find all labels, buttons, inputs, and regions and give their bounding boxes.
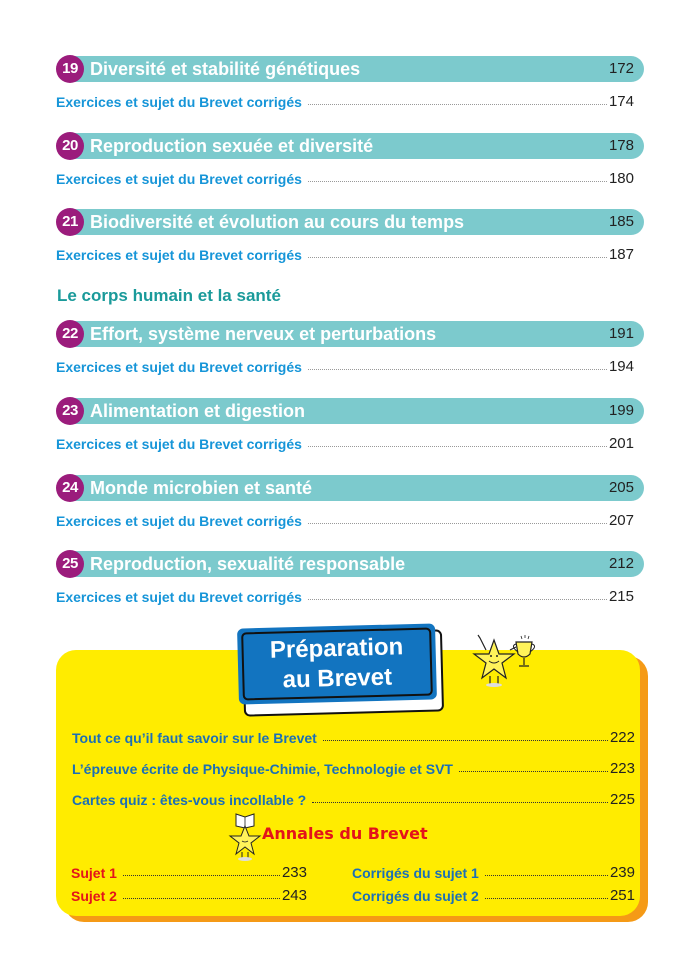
chapter-bar — [62, 133, 644, 159]
toc-exercises-entry[interactable] — [56, 507, 644, 529]
corriges-page: 239 — [609, 864, 635, 881]
chapter-title[interactable]: Biodiversité et évolution au cours du temps — [90, 212, 465, 232]
prep-entry-epreuve[interactable] — [72, 755, 635, 777]
toc-exercises-entry[interactable] — [56, 430, 644, 452]
toc-exercises-entry[interactable] — [56, 88, 644, 110]
corriges-label[interactable]: Corrigés du sujet 1 — [352, 865, 479, 881]
chapter-page: 191 — [608, 325, 634, 342]
chapter-title[interactable]: Alimentation et digestion — [90, 401, 306, 421]
toc-chapter-22[interactable] — [56, 321, 644, 375]
dot-leader — [308, 368, 607, 370]
prep-entry-page: 225 — [609, 791, 635, 808]
exercises-label[interactable]: Exercices et sujet du Brevet corrigés — [56, 247, 302, 263]
exercises-label[interactable]: Exercices et sujet du Brevet corrigés — [56, 436, 302, 452]
corriges-page: 251 — [609, 887, 635, 904]
chapter-page: 178 — [608, 137, 634, 154]
chapter-bar — [62, 398, 644, 424]
chapter-title[interactable]: Effort, système nerveux et perturbations — [90, 324, 437, 344]
chapter-bar — [62, 551, 644, 577]
toc-chapter-20[interactable] — [56, 133, 644, 187]
exercises-page: 215 — [608, 588, 634, 605]
chapter-number-badge: 24 — [56, 474, 84, 502]
exercises-label[interactable]: Exercices et sujet du Brevet corrigés — [56, 359, 302, 375]
toc-chapter-19[interactable] — [56, 56, 644, 110]
chapter-bar — [62, 321, 644, 347]
chapter-number-badge: 19 — [56, 55, 84, 83]
corriges-2-entry[interactable] — [352, 884, 635, 904]
chapter-title[interactable]: Monde microbien et santé — [90, 478, 313, 498]
exercises-page: 174 — [608, 93, 634, 110]
toc-chapter-23[interactable] — [56, 398, 644, 452]
dot-leader — [308, 256, 607, 258]
dot-leader — [308, 180, 607, 182]
chapter-bar — [62, 56, 644, 82]
exercises-label[interactable]: Exercices et sujet du Brevet corrigés — [56, 94, 302, 110]
dot-leader — [308, 103, 607, 105]
star-trophy-icon — [472, 632, 562, 688]
toc-exercises-entry[interactable] — [56, 353, 644, 375]
star-book-icon — [228, 812, 262, 862]
sujet-label[interactable]: Sujet 1 — [71, 865, 117, 881]
sujet-label[interactable]: Sujet 2 — [71, 888, 117, 904]
chapter-page: 185 — [608, 213, 634, 230]
corriges-1-entry[interactable] — [352, 861, 635, 881]
prep-entry-page: 223 — [609, 760, 635, 777]
dot-leader — [312, 801, 608, 803]
chapter-bar — [62, 209, 644, 235]
prep-entry-label[interactable]: L’épreuve écrite de Physique-Chimie, Technologie et SVT — [72, 761, 453, 777]
prep-title-border — [241, 628, 433, 701]
dot-leader — [308, 522, 607, 524]
toc-exercises-entry[interactable] — [56, 165, 644, 187]
chapter-number-badge: 21 — [56, 208, 84, 236]
section-heading: Le corps humain et la santé — [57, 286, 281, 305]
sujet-2-entry[interactable] — [71, 884, 307, 904]
dot-leader — [459, 770, 608, 772]
dot-leader — [485, 897, 608, 899]
prep-entry-label[interactable]: Cartes quiz : êtes-vous incollable ? — [72, 792, 307, 808]
prep-title-banner — [237, 623, 437, 704]
dot-leader — [308, 598, 607, 600]
exercises-page: 194 — [608, 358, 634, 375]
chapter-number-badge: 22 — [56, 320, 84, 348]
chapter-bar — [62, 475, 644, 501]
exercises-label[interactable]: Exercices et sujet du Brevet corrigés — [56, 513, 302, 529]
chapter-page: 199 — [608, 402, 634, 419]
corriges-label[interactable]: Corrigés du sujet 2 — [352, 888, 479, 904]
sujet-1-entry[interactable] — [71, 861, 307, 881]
chapter-number-badge: 23 — [56, 397, 84, 425]
prep-entry-page: 222 — [609, 729, 635, 746]
chapter-title[interactable]: Reproduction sexuée et diversité — [90, 136, 374, 156]
annales-heading: Annales du Brevet — [262, 824, 428, 843]
chapter-number-badge: 25 — [56, 550, 84, 578]
toc-chapter-24[interactable] — [56, 475, 644, 529]
toc-chapter-21[interactable] — [56, 209, 644, 263]
exercises-page: 187 — [608, 246, 634, 263]
toc-chapter-25[interactable] — [56, 551, 644, 605]
chapter-page: 172 — [608, 60, 634, 77]
sujet-page: 233 — [281, 864, 307, 881]
prep-title-line2: au Brevet — [282, 663, 393, 694]
prep-title-line1: Préparation — [269, 633, 404, 664]
prep-entry-savoir[interactable] — [72, 724, 635, 746]
chapter-title[interactable]: Diversité et stabilité génétiques — [90, 59, 361, 79]
sujet-page: 243 — [281, 887, 307, 904]
exercises-page: 180 — [608, 170, 634, 187]
toc-exercises-entry[interactable] — [56, 583, 644, 605]
dot-leader — [123, 897, 280, 899]
toc-exercises-entry[interactable] — [56, 241, 644, 263]
exercises-page: 201 — [608, 435, 634, 452]
prep-entry-label[interactable]: Tout ce qu’il faut savoir sur le Brevet — [72, 730, 317, 746]
exercises-label[interactable]: Exercices et sujet du Brevet corrigés — [56, 589, 302, 605]
chapter-page: 212 — [608, 555, 634, 572]
dot-leader — [323, 739, 608, 741]
dot-leader — [485, 874, 608, 876]
dot-leader — [123, 874, 280, 876]
exercises-page: 207 — [608, 512, 634, 529]
chapter-number-badge: 20 — [56, 132, 84, 160]
chapter-title[interactable]: Reproduction, sexualité responsable — [90, 554, 406, 574]
chapter-page: 205 — [608, 479, 634, 496]
dot-leader — [308, 445, 607, 447]
prep-entry-quiz[interactable] — [72, 786, 635, 808]
exercises-label[interactable]: Exercices et sujet du Brevet corrigés — [56, 171, 302, 187]
